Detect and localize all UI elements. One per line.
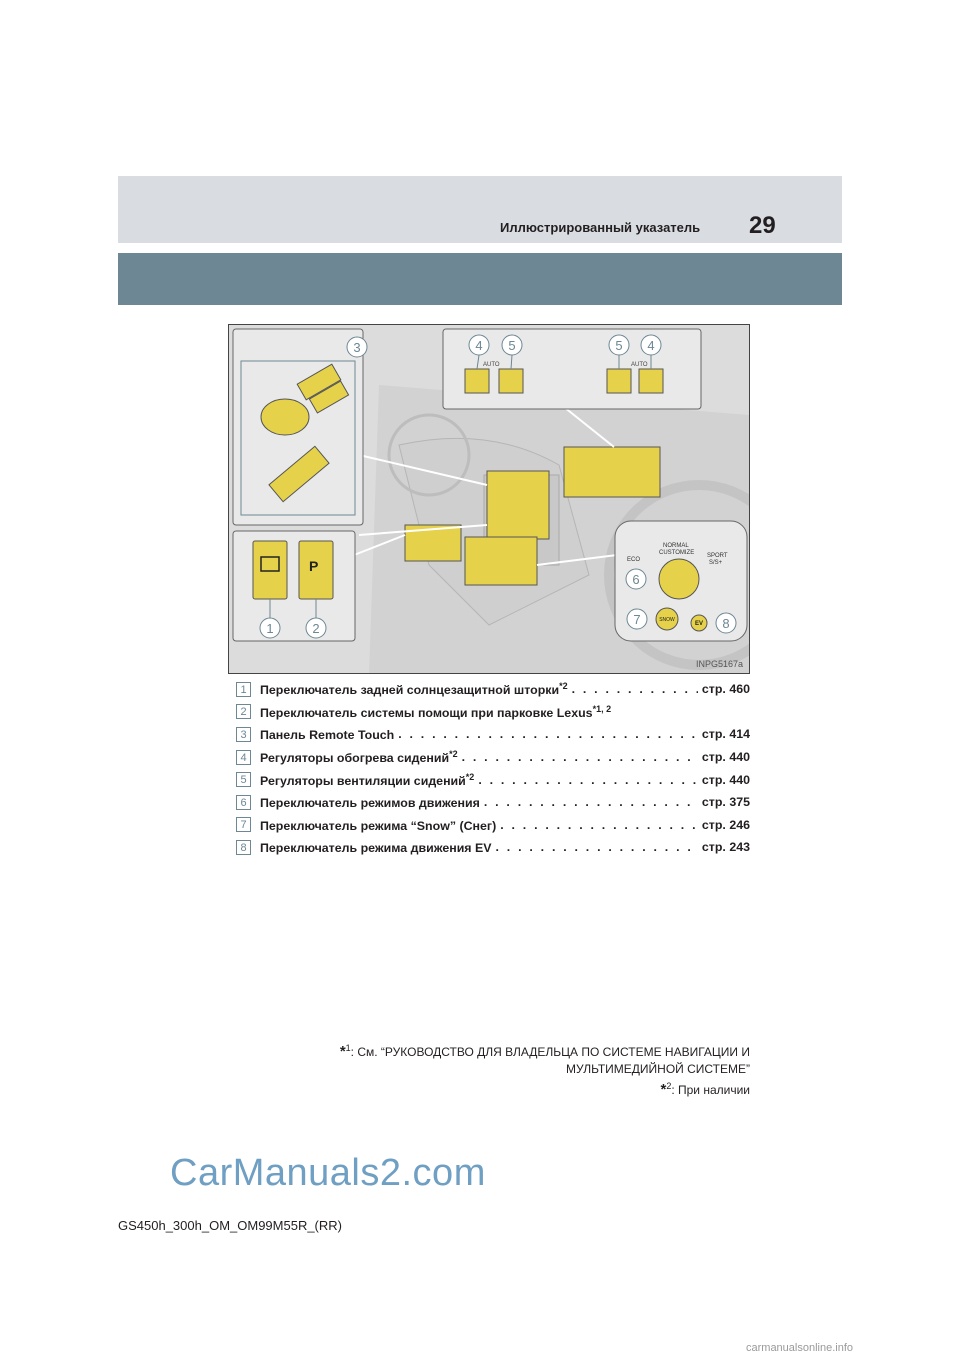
footnotes <box>340 1040 750 1099</box>
item-label: Переключатель режима движения EV <box>260 841 492 856</box>
ev-label: EV <box>694 621 704 627</box>
callout-4-right: 4 <box>647 338 655 353</box>
site-watermark: carmanualsonline.info <box>746 1342 854 1354</box>
item-number: 4 <box>236 750 251 765</box>
callout-2: 2 <box>312 621 320 636</box>
callout-4-left: 4 <box>475 338 483 353</box>
snow-label: SNOW <box>659 617 675 623</box>
list-item <box>236 791 756 814</box>
eco-label: ECO <box>627 557 641 563</box>
highlight-remote-touch <box>487 471 549 539</box>
callout-7: 7 <box>633 612 641 627</box>
item-label: Регуляторы вентиляции сидений$^{*2}$ <box>260 771 475 788</box>
footnote-2: *$^2$: При наличии <box>660 1081 750 1098</box>
parking-assist-icon: P <box>309 558 319 574</box>
item-page-ref: стр. 246 <box>701 817 750 832</box>
callout-5-right: 5 <box>615 338 623 353</box>
header-title: Иллюстрированный указатель <box>500 220 701 235</box>
list-item <box>236 678 756 701</box>
item-number: 1 <box>236 682 251 697</box>
footnote-1-cont: МУЛЬТИМЕДИЙНОЙ СИСТЕМЕ” <box>566 1062 750 1076</box>
list-item <box>236 836 756 859</box>
auto-label-right: AUTO <box>631 362 648 368</box>
list-item <box>236 814 756 837</box>
callout-5-left: 5 <box>508 338 516 353</box>
item-page-ref: стр. 414 <box>701 727 750 742</box>
list-item <box>236 746 756 769</box>
item-label: Переключатель режима “Snow” (Снег) <box>260 818 497 833</box>
item-page-ref: стр. 375 <box>701 795 750 810</box>
item-page-ref: стр. 460 <box>701 682 750 697</box>
item-label: Переключатель задней солнцезащитной шторки$^{*2}$ <box>260 681 568 698</box>
auto-label-left: AUTO <box>483 362 500 368</box>
list-item <box>236 701 756 724</box>
item-page-ref: стр. 440 <box>701 750 750 765</box>
item-label: Панель Remote Touch <box>260 728 395 743</box>
customize-label: CUSTOMIZE <box>659 550 695 556</box>
leader-dots <box>500 818 698 832</box>
item-page-ref: стр. 243 <box>701 840 750 855</box>
footnote-1: *$^1$: См. “РУКОВОДСТВО ДЛЯ ВЛАДЕЛЬЦА ПО СИСТЕМЕ НАВИГАЦИИ И <box>339 1043 750 1060</box>
highlight-seat-switches <box>564 447 660 497</box>
leader-dots <box>478 773 698 787</box>
normal-label: NORMAL <box>663 543 689 549</box>
callout-3: 3 <box>353 340 361 355</box>
callout-8: 8 <box>722 616 730 631</box>
list-item <box>236 768 756 791</box>
sport2-label: S/S+ <box>709 560 723 566</box>
list-item <box>236 723 756 746</box>
figure-code: INPG5167a <box>695 659 743 669</box>
item-number: 2 <box>236 704 251 719</box>
illustration-figure <box>228 324 750 674</box>
item-number: 3 <box>236 727 251 742</box>
console-illustration <box>229 325 750 674</box>
callout-1: 1 <box>266 621 274 636</box>
page-number: 29 <box>749 212 776 239</box>
item-number: 7 <box>236 817 251 832</box>
sport-label: SPORT <box>707 553 728 559</box>
item-number: 6 <box>236 795 251 810</box>
item-list <box>236 678 756 859</box>
item-page-ref: стр. 440 <box>701 772 750 787</box>
item-label: Переключатель системы помощи при парковке Lexus$^{*1, 2}$ <box>260 703 612 720</box>
item-number: 8 <box>236 840 251 855</box>
watermark-logo: CarManuals2.com <box>170 1152 486 1194</box>
callout-6: 6 <box>632 572 640 587</box>
leader-dots <box>462 750 698 764</box>
item-label: Регуляторы обогрева сидений$^{*2}$ <box>260 749 458 766</box>
highlight-drive-mode <box>465 537 537 585</box>
leader-dots <box>572 682 698 696</box>
document-code: GS450h_300h_OM_OM99M55R_(RR) <box>118 1218 342 1233</box>
leader-dots <box>484 795 698 809</box>
inset-rear-switches <box>233 531 355 641</box>
header-band <box>118 176 842 243</box>
item-number: 5 <box>236 772 251 787</box>
section-bar <box>118 253 842 305</box>
item-label: Переключатель режимов движения <box>260 796 480 811</box>
leader-dots <box>496 840 698 854</box>
leader-dots <box>398 727 698 741</box>
